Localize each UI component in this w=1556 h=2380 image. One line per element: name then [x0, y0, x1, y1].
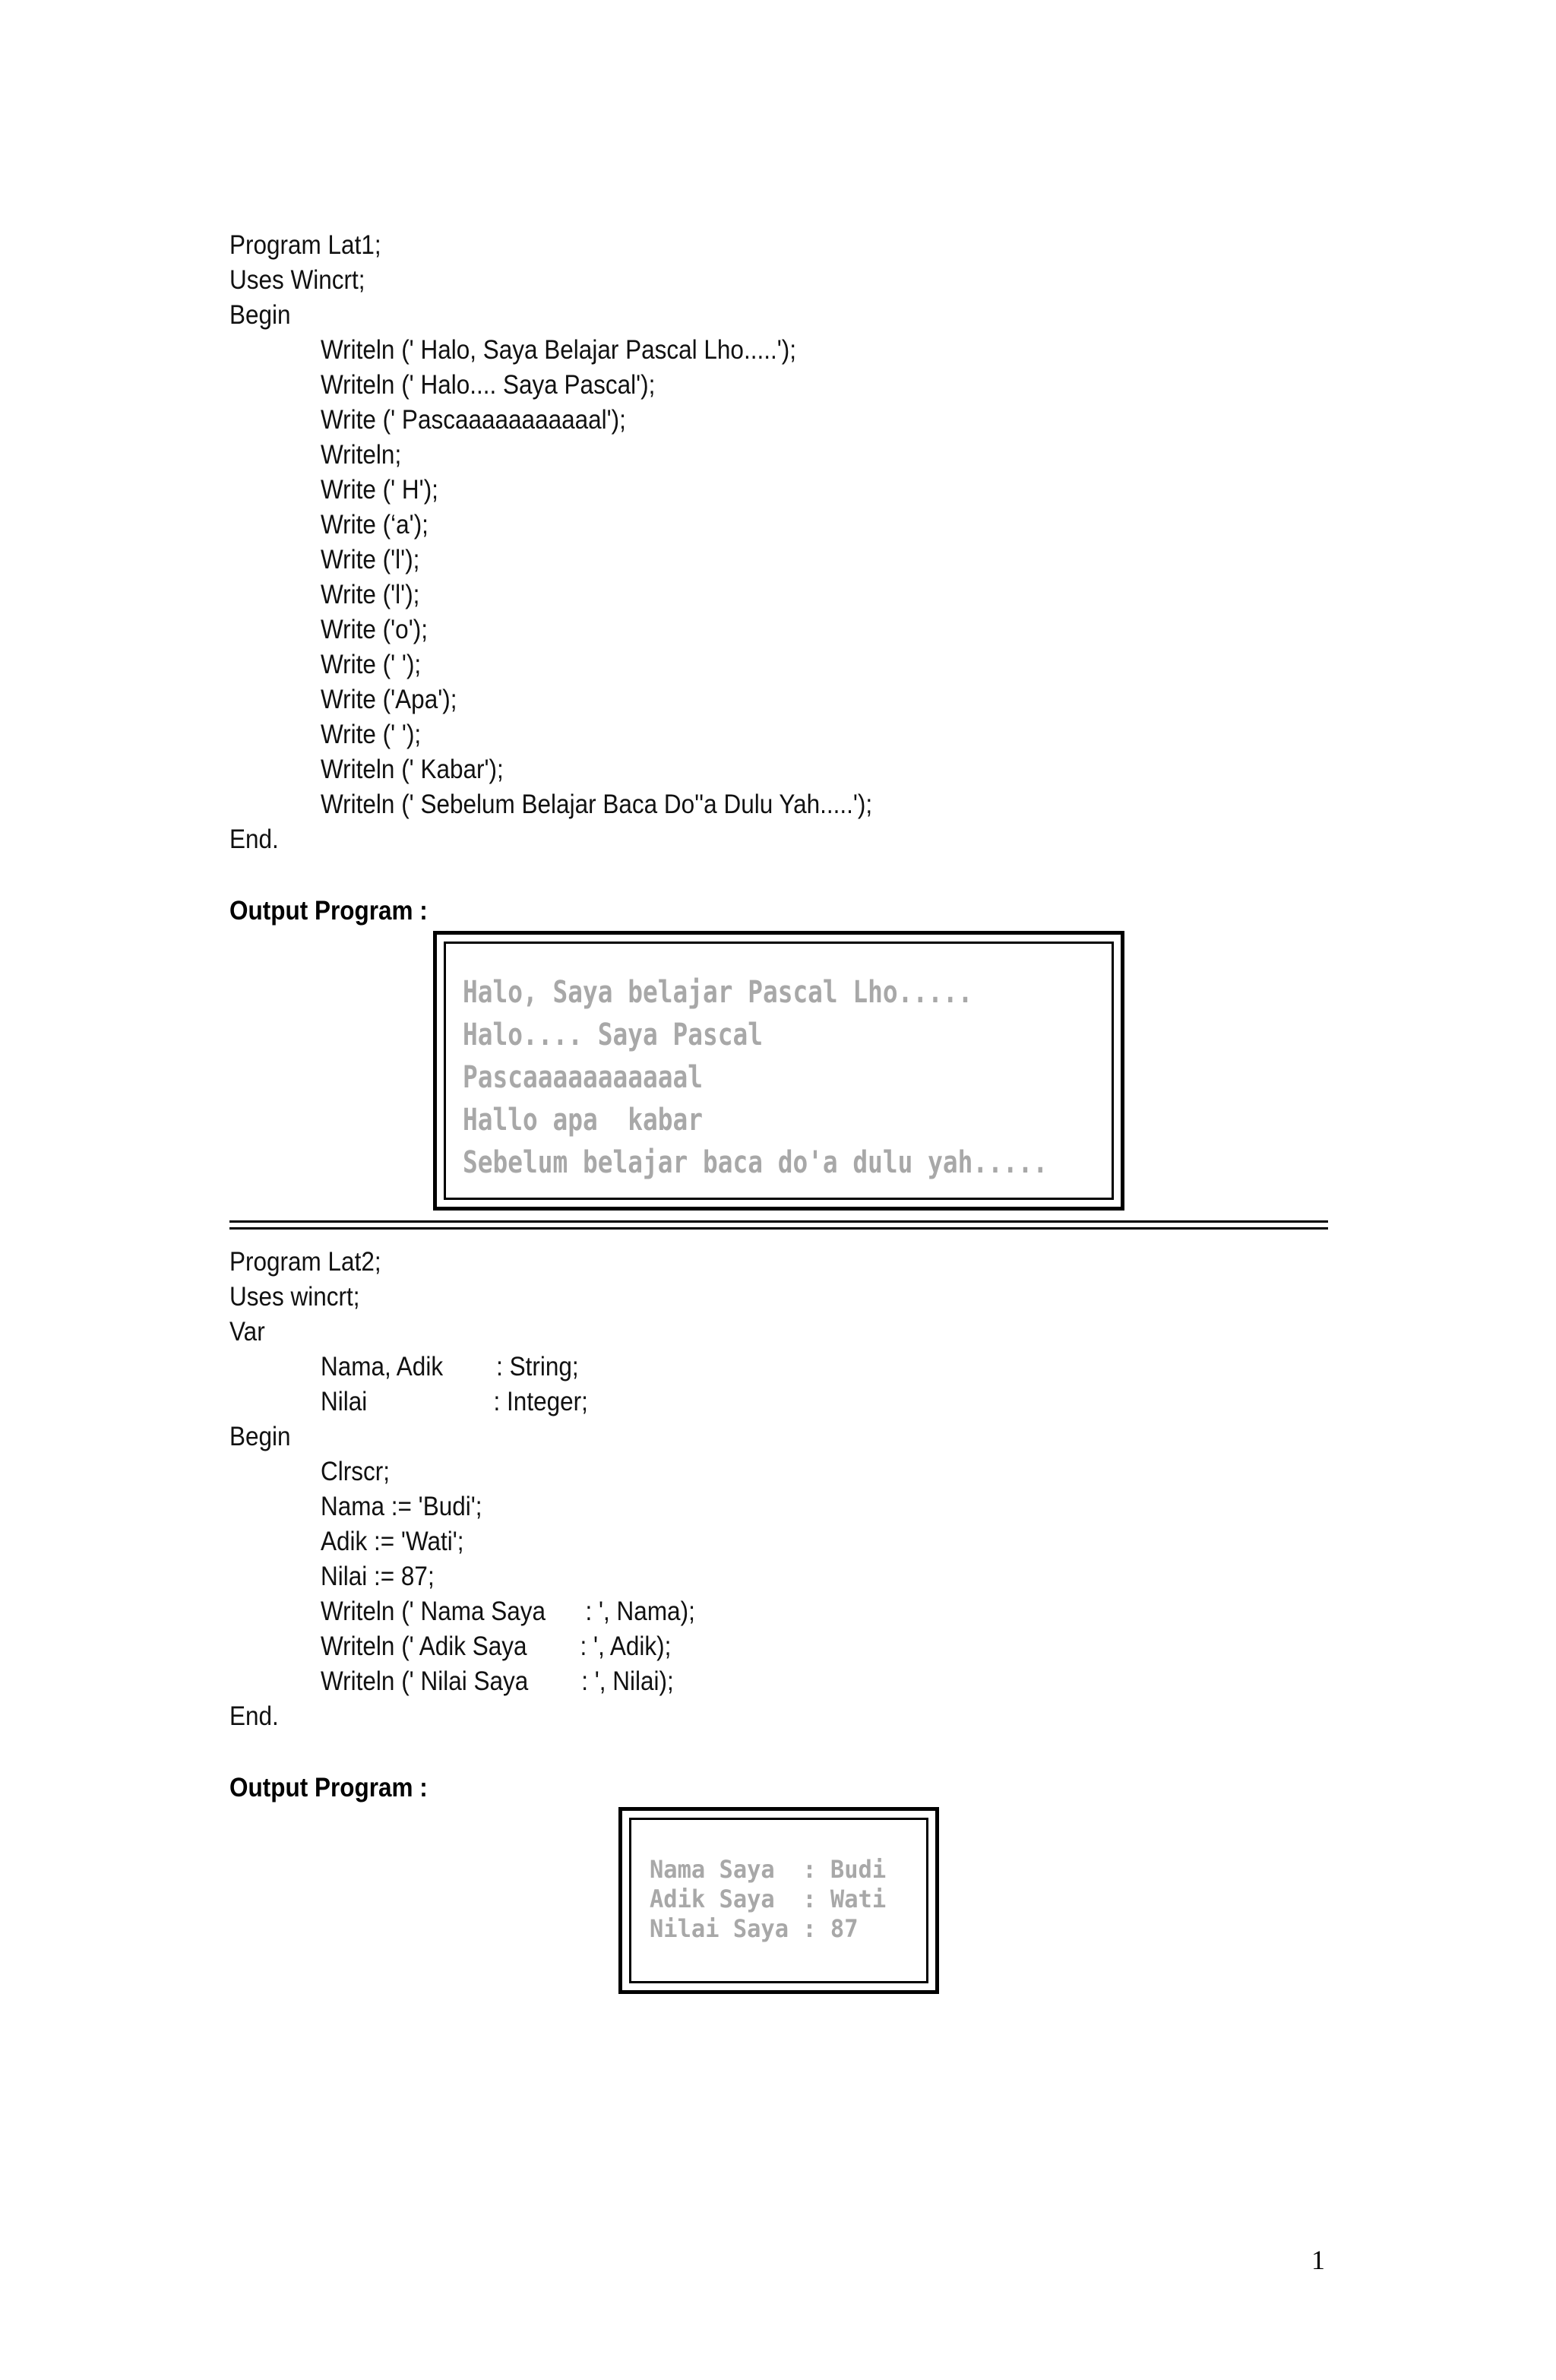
code-line: Uses wincrt;: [229, 1282, 360, 1312]
code-line: Write ('l');: [321, 545, 420, 574]
code-line: Writeln (' Halo.... Saya Pascal');: [321, 370, 656, 400]
console-output-line: Pascaaaaaaaaaaal: [463, 1060, 703, 1095]
code-line: Program Lat2;: [229, 1247, 381, 1277]
code-line: Write ('Apa');: [321, 685, 457, 714]
code-line: Writeln (' Nama Saya : ', Nama);: [321, 1597, 695, 1626]
code-line: Clrscr;: [321, 1457, 390, 1486]
output-program-heading: Output Program :: [229, 1773, 428, 1802]
code-line: Program Lat1;: [229, 230, 381, 260]
code-line: End.: [229, 1701, 279, 1731]
code-line: Nama, Adik : String;: [321, 1352, 579, 1381]
output-program-heading: Output Program :: [229, 896, 428, 926]
code-line: Write (' H');: [321, 475, 438, 505]
console-output-line: Halo, Saya belajar Pascal Lho.....: [463, 975, 973, 1010]
code-line: Nama := 'Budi';: [321, 1492, 482, 1521]
code-line: Write (' ');: [321, 650, 422, 679]
code-line: Writeln;: [321, 440, 402, 470]
console-output-line: Sebelum belajar baca do'a dulu yah.....: [463, 1145, 1048, 1180]
code-line: Begin: [229, 1422, 291, 1451]
program2-output-console: [618, 1807, 939, 1994]
console-output-line: Nama Saya : Budi: [650, 1855, 887, 1884]
code-line: Var: [229, 1317, 265, 1347]
code-line: Writeln (' Adik Saya : ', Adik);: [321, 1632, 672, 1661]
code-line: Write ('l');: [321, 580, 420, 609]
code-line: Write (' ');: [321, 720, 422, 749]
code-line: Write (‘a');: [321, 510, 429, 540]
code-line: Nilai : Integer;: [321, 1387, 588, 1416]
console-output-line: Nilai Saya : 87: [650, 1914, 859, 1943]
code-line: Write (' Pascaaaaaaaaaaal');: [321, 405, 626, 435]
code-line: Writeln (' Kabar');: [321, 755, 504, 784]
code-line: Writeln (' Sebelum Belajar Baca Do''a Dulu Yah.....');: [321, 790, 873, 819]
section-divider: [229, 1220, 1328, 1223]
code-line: Uses Wincrt;: [229, 265, 365, 295]
code-line: End.: [229, 824, 279, 854]
code-line: Adik := 'Wati';: [321, 1527, 464, 1556]
code-line: Nilai := 87;: [321, 1562, 435, 1591]
console-output-line: Halo.... Saya Pascal: [463, 1018, 763, 1052]
console-output-line: Hallo apa kabar: [463, 1103, 703, 1138]
console-output-line: Adik Saya : Wati: [650, 1885, 887, 1913]
code-line: Write ('o');: [321, 615, 428, 644]
code-line: Writeln (' Halo, Saya Belajar Pascal Lho.....');: [321, 335, 796, 365]
section-divider: [229, 1227, 1328, 1230]
program1-output-console: [433, 931, 1124, 1211]
code-line: Writeln (' Nilai Saya : ', Nilai);: [321, 1666, 674, 1696]
code-line: Begin: [229, 300, 291, 330]
page-number: 1: [1311, 2245, 1325, 2275]
